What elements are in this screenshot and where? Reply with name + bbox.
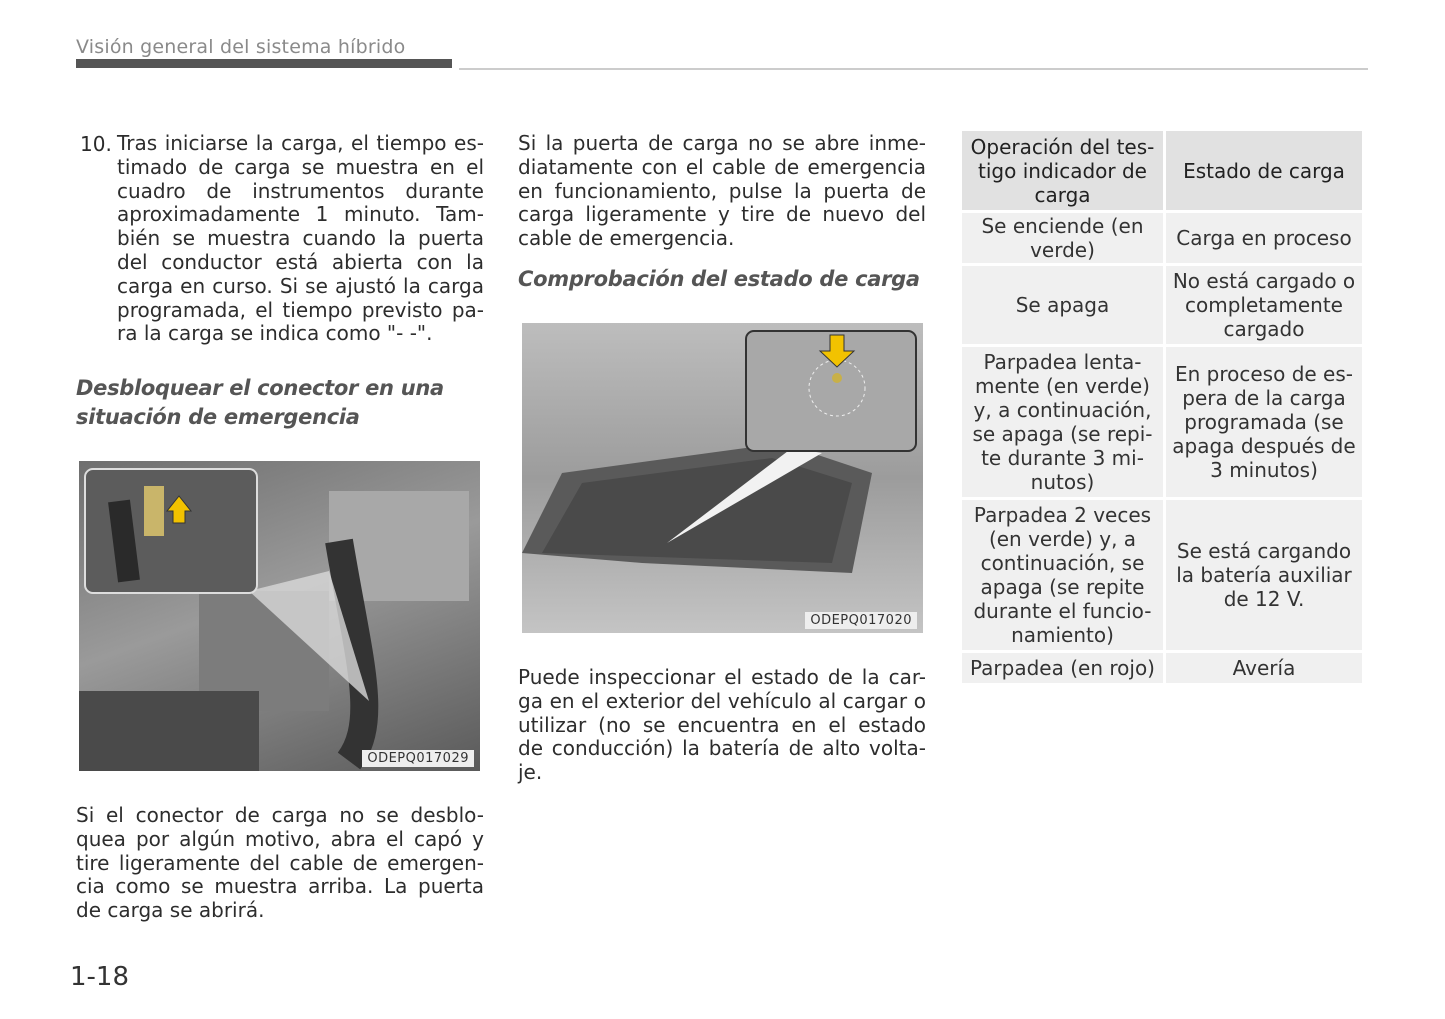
step-10-text	[117, 132, 484, 346]
heading-line: situación de emergencia	[76, 405, 360, 429]
header-bar	[76, 59, 452, 68]
cell-operation: Parpadea (en rojo)	[962, 653, 1163, 683]
text-line: cable de emergencia.	[518, 226, 735, 251]
text-line: je.	[518, 760, 543, 785]
text-line: Tras iniciarse la carga, el tiempo es-	[117, 131, 484, 155]
text-line: programada, el tiempo previsto pa-	[117, 297, 484, 322]
text-line: de carga se abrirá.	[76, 898, 265, 923]
emergency-cable-text	[518, 132, 926, 251]
section-header: Visión general del sistema híbrido	[76, 36, 406, 58]
charge-indicator-table	[959, 128, 1365, 686]
text-line: Si la puerta de carga no se abre inme-	[518, 131, 926, 155]
text-line: timado de carga se muestra en el	[117, 154, 484, 179]
heading-line: Desbloquear el conector en una	[76, 376, 444, 400]
cell-status: Carga en proceso	[1166, 213, 1362, 263]
text-line: Si el conector de carga no se desblo-	[76, 803, 484, 827]
inspect-charge-text	[518, 666, 926, 785]
cell-status: En proceso de es- pera de la carga programada (se apaga después de 3 minutos)	[1166, 347, 1362, 497]
text-line: ga en el exterior del vehículo al cargar o	[518, 688, 926, 713]
text-line: quea por algún motivo, abra el capó y	[76, 826, 484, 851]
cell-status: Se está cargando la batería auxiliar de 12 V.	[1166, 500, 1362, 650]
cell-operation: Parpadea lenta- mente (en verde) y, a continuación, se apaga (se repi- te durante 3 mi- nutos)	[962, 347, 1163, 497]
cell-operation: Se apaga	[962, 266, 1163, 344]
engine-bay-illustration	[79, 461, 480, 771]
cell-status: No está cargado o completamente cargado	[1166, 266, 1362, 344]
figure-code: ODEPQ017029	[362, 750, 474, 767]
cell-status: Avería	[1166, 653, 1362, 683]
charge-status-heading: Comprobación del estado de carga	[518, 267, 920, 291]
text-line: de conducción) la batería de alto volta-	[518, 736, 926, 761]
table-row	[962, 347, 1362, 497]
engine-bay-figure	[79, 461, 480, 771]
page-number: 1-18	[70, 962, 130, 992]
text-line: tire ligeramente del cable de emergen-	[76, 850, 484, 875]
table-row	[962, 653, 1362, 683]
text-line: ra la carga se indica como "- -".	[117, 321, 433, 346]
table-row	[962, 266, 1362, 344]
column-header-status: Estado de carga	[1166, 131, 1362, 210]
header-rule	[459, 68, 1368, 70]
table-row	[962, 213, 1362, 263]
text-line: aproximadamente 1 minuto. Tam-	[117, 202, 484, 227]
figure-code: ODEPQ017020	[805, 612, 917, 629]
text-line: bién se muestra cuando la puerta	[117, 226, 484, 251]
cell-operation: Parpadea 2 veces (en verde) y, a continuación, se apaga (se repite durante el funcio- namiento)	[962, 500, 1163, 650]
text-line: cuadro de instrumentos durante	[117, 178, 484, 203]
text-line: carga en curso. Si se ajustó la carga	[117, 273, 484, 298]
text-line: cia como se muestra arriba. La puerta	[76, 874, 484, 899]
column-header-operation: Operación del tes- tigo indicador de carga	[962, 131, 1163, 210]
text-line: del conductor está abierta con la	[117, 249, 484, 274]
emergency-unlock-heading	[76, 374, 444, 432]
text-line: carga ligeramente y tire de nuevo del	[518, 202, 926, 227]
windshield-figure	[522, 323, 923, 633]
windshield-illustration	[522, 323, 923, 633]
text-line: Puede inspeccionar el estado de la car-	[518, 665, 926, 689]
table-row	[962, 500, 1362, 650]
text-line: utilizar (no se encuentra en el estado	[518, 712, 926, 737]
text-line: diatamente con el cable de emergencia	[518, 154, 926, 179]
text-line: en funcionamiento, pulse la puerta de	[518, 178, 926, 203]
emergency-unlock-text	[76, 804, 484, 923]
step-number: 10.	[80, 132, 112, 156]
cell-operation: Se enciende (en verde)	[962, 213, 1163, 263]
